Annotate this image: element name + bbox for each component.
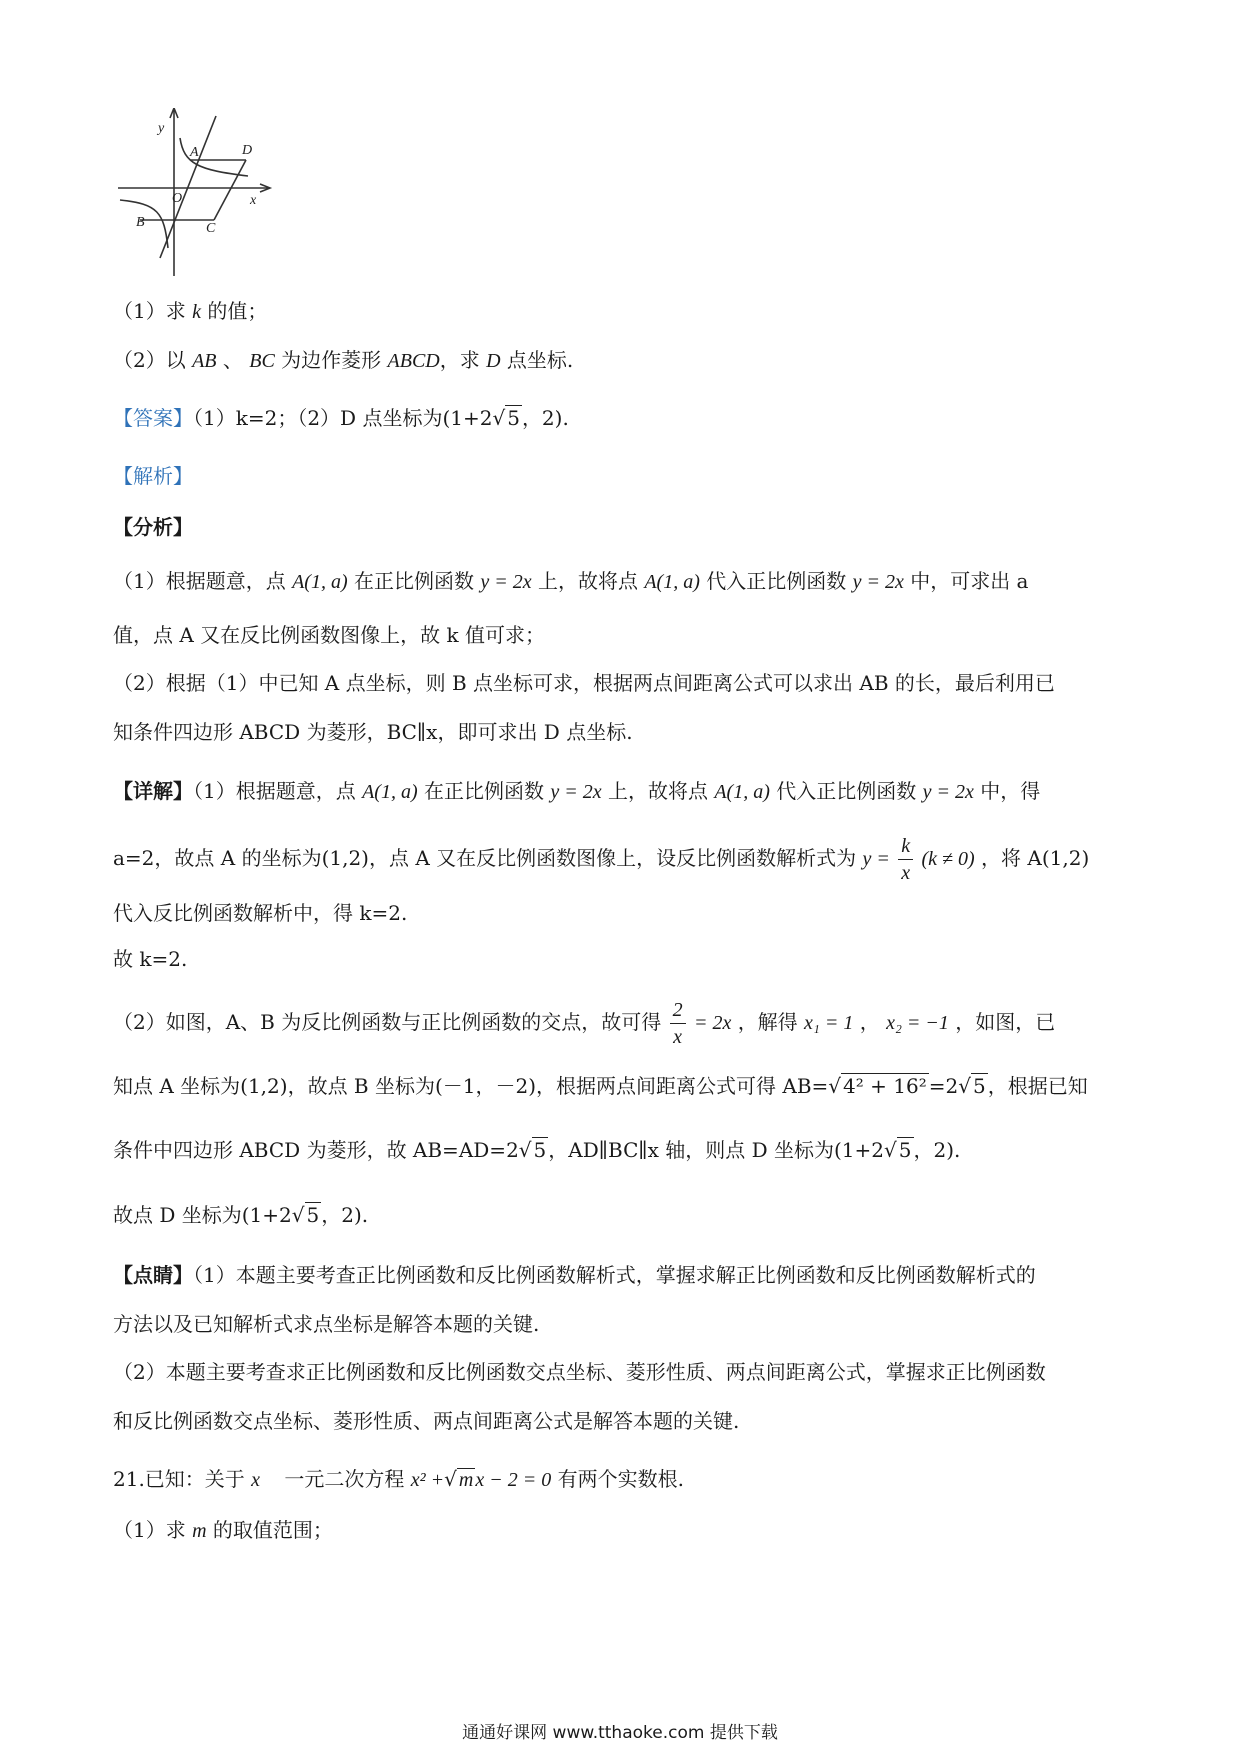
q21-mid: 一元二次方程 bbox=[284, 1467, 405, 1491]
xj2-eq: = 2x bbox=[693, 1012, 732, 1034]
xj2-l3c: ，2). bbox=[913, 1138, 961, 1162]
side-CD bbox=[214, 160, 246, 220]
xj2-l1c: ，如图，已 bbox=[955, 1010, 1056, 1034]
analysis-1-line-2: 值，点 A 又在反比例函数图像上，故 k 值可求； bbox=[113, 623, 545, 647]
question-1 bbox=[113, 296, 267, 327]
fx1-l1e: 中，可求出 a bbox=[910, 569, 1029, 593]
xj2-comma: ， bbox=[859, 1010, 880, 1034]
q1-post: 的值； bbox=[207, 299, 268, 323]
frac-den: x bbox=[901, 862, 911, 884]
fenxi-tag: 【分析】 bbox=[113, 515, 193, 539]
fraction-k-over-x bbox=[898, 833, 913, 886]
xj-cond: (k ≠ 0) bbox=[921, 848, 975, 870]
fx1-pointA-2: A(1, a) bbox=[644, 571, 700, 593]
question-2 bbox=[113, 345, 573, 376]
analysis-2-line-1: （2）根据（1）中已知 A 点坐标，则 B 点坐标可求，根据两点间距离公式可以求出 AB 的长，最后利用已 bbox=[113, 671, 1055, 695]
frac2-num: 2 bbox=[670, 997, 686, 1024]
xj2-l1b: ，解得 bbox=[737, 1010, 798, 1034]
xj2-l4b: ，2). bbox=[321, 1203, 369, 1227]
xj-pointA-2: A(1, a) bbox=[714, 781, 770, 803]
frac-num: k bbox=[898, 833, 913, 860]
xj2-l2a: 知点 A 坐标为(1,2)，故点 B 坐标为(－1，－2)，根据两点间距离公式可得 AB= bbox=[113, 1074, 829, 1098]
q21-1-pre: （1）求 bbox=[113, 1518, 186, 1542]
q2-mid: 为边作菱形 bbox=[281, 348, 382, 372]
detail-2-line-3: 条件中四边形 ABCD 为菱形，故 AB=AD=2√ 5 ，AD∥BC∥x 轴，则点 D 坐标为(1+2√ 5 ，2). bbox=[113, 1138, 961, 1162]
xj2-radicand-4: 5 bbox=[306, 1203, 320, 1227]
dianjing-line-2: 方法以及已知解析式求点坐标是解答本题的关键. bbox=[113, 1312, 540, 1336]
answer-radicand: 5 bbox=[507, 406, 520, 430]
xj-l1b: 在正比例函数 bbox=[424, 779, 544, 803]
detail-1-line-1 bbox=[113, 776, 1040, 807]
fx1-pointA: A(1, a) bbox=[292, 571, 348, 593]
label-O: O bbox=[172, 191, 183, 206]
fx1-l1b: 在正比例函数 bbox=[354, 569, 474, 593]
xj2-radicand-3: 5 bbox=[898, 1138, 912, 1162]
answer-line: 【答案】（1）k=2；（2）D 点坐标为(1+2√ 5 ，2). bbox=[113, 406, 569, 430]
detail-2-line-4: 故点 D 坐标为(1+2√ 5 ，2). bbox=[113, 1203, 369, 1227]
q2-ab: AB bbox=[192, 350, 217, 372]
footer-source: 通通好课网 www.tthaoke.com 提供下载 bbox=[462, 1723, 778, 1743]
q21-x: x bbox=[251, 1469, 261, 1491]
xj2-x1: x₁ = 1 bbox=[804, 1012, 854, 1034]
xj2-l3a: 条件中四边形 ABCD 为菱形，故 AB=AD= bbox=[113, 1138, 507, 1162]
xj-l2b: ，将 A(1,2) bbox=[981, 846, 1090, 870]
answer-text-b: ，2). bbox=[521, 406, 569, 430]
xj-l2a: a=2，故点 A 的坐标为(1,2)，点 A 又在反比例函数图像上，设反比例函数解析式为 bbox=[113, 846, 857, 870]
xj-l1d: 代入正比例函数 bbox=[776, 779, 917, 803]
xj-pointA: A(1, a) bbox=[362, 781, 418, 803]
answer-text-a: （1）k=2；（2）D 点坐标为(1+2 bbox=[193, 406, 493, 430]
xj-eq-2: y = 2x bbox=[922, 781, 974, 803]
q21-eq-a: x² + bbox=[410, 1469, 445, 1491]
q1-pre: （1）求 bbox=[113, 299, 186, 323]
xj2-x2: x₂ = −1 bbox=[886, 1012, 949, 1034]
q2-d: D bbox=[486, 350, 501, 372]
fx1-eq-2: y = 2x bbox=[852, 571, 904, 593]
dianjing-line-4: 和反比例函数交点坐标、菱形性质、两点间距离公式是解答本题的关键. bbox=[113, 1409, 740, 1433]
detail-tag: 【详解】 bbox=[113, 779, 193, 803]
q21-1-var: m bbox=[192, 1520, 207, 1542]
fx1-l1a: （1）根据题意，点 bbox=[113, 569, 286, 593]
detail-2-line-2: 知点 A 坐标为(1,2)，故点 B 坐标为(－1，－2)，根据两点间距离公式可得 AB=√ 4² + 16² =2√ 5 ，根据已知 bbox=[113, 1074, 1088, 1098]
xj2-l1a: （2）如图，A、B 为反比例函数与正比例函数的交点，故可得 bbox=[113, 1010, 662, 1034]
xj2-l4a: 故点 D 坐标为(1+2 bbox=[113, 1203, 292, 1227]
q2-mid2: ，求 bbox=[439, 348, 480, 372]
xj2-radicand: 5 bbox=[972, 1074, 986, 1098]
analysis-2-line-2: 知条件四边形 ABCD 为菱形，BC∥x，即可求出 D 点坐标. bbox=[113, 720, 633, 744]
label-y: y bbox=[158, 121, 165, 136]
q21-pre: 21.已知：关于 bbox=[113, 1467, 245, 1491]
xj2-l2b: =2 bbox=[928, 1074, 959, 1098]
dianjing-line-3: （2）本题主要考查求正比例函数和反比例函数交点坐标、菱形性质、两点间距离公式，掌握求正比例函数 bbox=[113, 1360, 1046, 1384]
detail-1-line-4: 故 k=2. bbox=[113, 947, 188, 971]
q2-sep: 、 bbox=[222, 348, 243, 372]
xj2-l2c: ，根据已知 bbox=[987, 1074, 1088, 1098]
q21-sqrt-in: m bbox=[458, 1469, 474, 1491]
line-y-2x bbox=[160, 116, 216, 258]
fx1-l1c: 上，故将点 bbox=[537, 569, 638, 593]
q2-abcd: ABCD bbox=[387, 350, 440, 372]
fx1-eq: y = 2x bbox=[480, 571, 532, 593]
dianjing-line-1 bbox=[113, 1260, 1036, 1290]
q2-post: 点坐标. bbox=[506, 348, 574, 372]
q2-pre: （2）以 bbox=[113, 348, 186, 372]
xj2-two: 2 bbox=[506, 1138, 519, 1162]
label-D: D bbox=[242, 143, 253, 158]
question-21: 21.已知：关于 x 一元二次方程 x² +√ m x − 2 = 0 有两个实数根. bbox=[113, 1467, 684, 1491]
dianjing-tag: 【点睛】 bbox=[113, 1263, 193, 1287]
q1-var: k bbox=[192, 301, 201, 323]
detail-1-line-3: 代入反比例函数解析中，得 k=2. bbox=[113, 901, 408, 925]
xj-y-eq: y = bbox=[862, 848, 890, 870]
question-21-1 bbox=[113, 1515, 333, 1546]
analysis-1-line-1 bbox=[113, 566, 1028, 597]
xj-l1c: 上，故将点 bbox=[607, 779, 708, 803]
frac2-den: x bbox=[673, 1026, 683, 1048]
fx1-l1d: 代入正比例函数 bbox=[706, 569, 847, 593]
label-C: C bbox=[206, 221, 216, 236]
xj2-radicand-2: 5 bbox=[533, 1138, 547, 1162]
detail-2-line-1 bbox=[113, 994, 1055, 1051]
q21-eq-b: x − 2 = 0 bbox=[475, 1469, 552, 1491]
label-A: A bbox=[190, 145, 199, 160]
xj-l1a: （1）根据题意，点 bbox=[193, 779, 356, 803]
xj2-sqrt-in: 4² + 16² bbox=[843, 1074, 927, 1098]
jiexi-tag: 【解析】 bbox=[113, 464, 193, 488]
xj-l1e: 中，得 bbox=[980, 779, 1041, 803]
coordinate-figure bbox=[118, 108, 318, 280]
label-x: x bbox=[250, 193, 257, 208]
q21-post: 有两个实数根. bbox=[557, 1467, 684, 1491]
detail-1-line-2 bbox=[113, 830, 1089, 887]
answer-tag: 【答案】 bbox=[113, 406, 193, 430]
dj-l1: （1）本题主要考查正比例函数和反比例函数解析式，掌握求解正比例函数和反比例函数解析式的 bbox=[193, 1263, 1036, 1287]
q2-bc: BC bbox=[249, 350, 275, 372]
fraction-2-over-x bbox=[670, 997, 686, 1050]
q21-1-post: 的取值范围； bbox=[212, 1518, 333, 1542]
xj-eq: y = 2x bbox=[550, 781, 602, 803]
xj2-l3b: ，AD∥BC∥x 轴，则点 D 坐标为(1+2 bbox=[548, 1138, 885, 1162]
label-B: B bbox=[136, 215, 145, 230]
